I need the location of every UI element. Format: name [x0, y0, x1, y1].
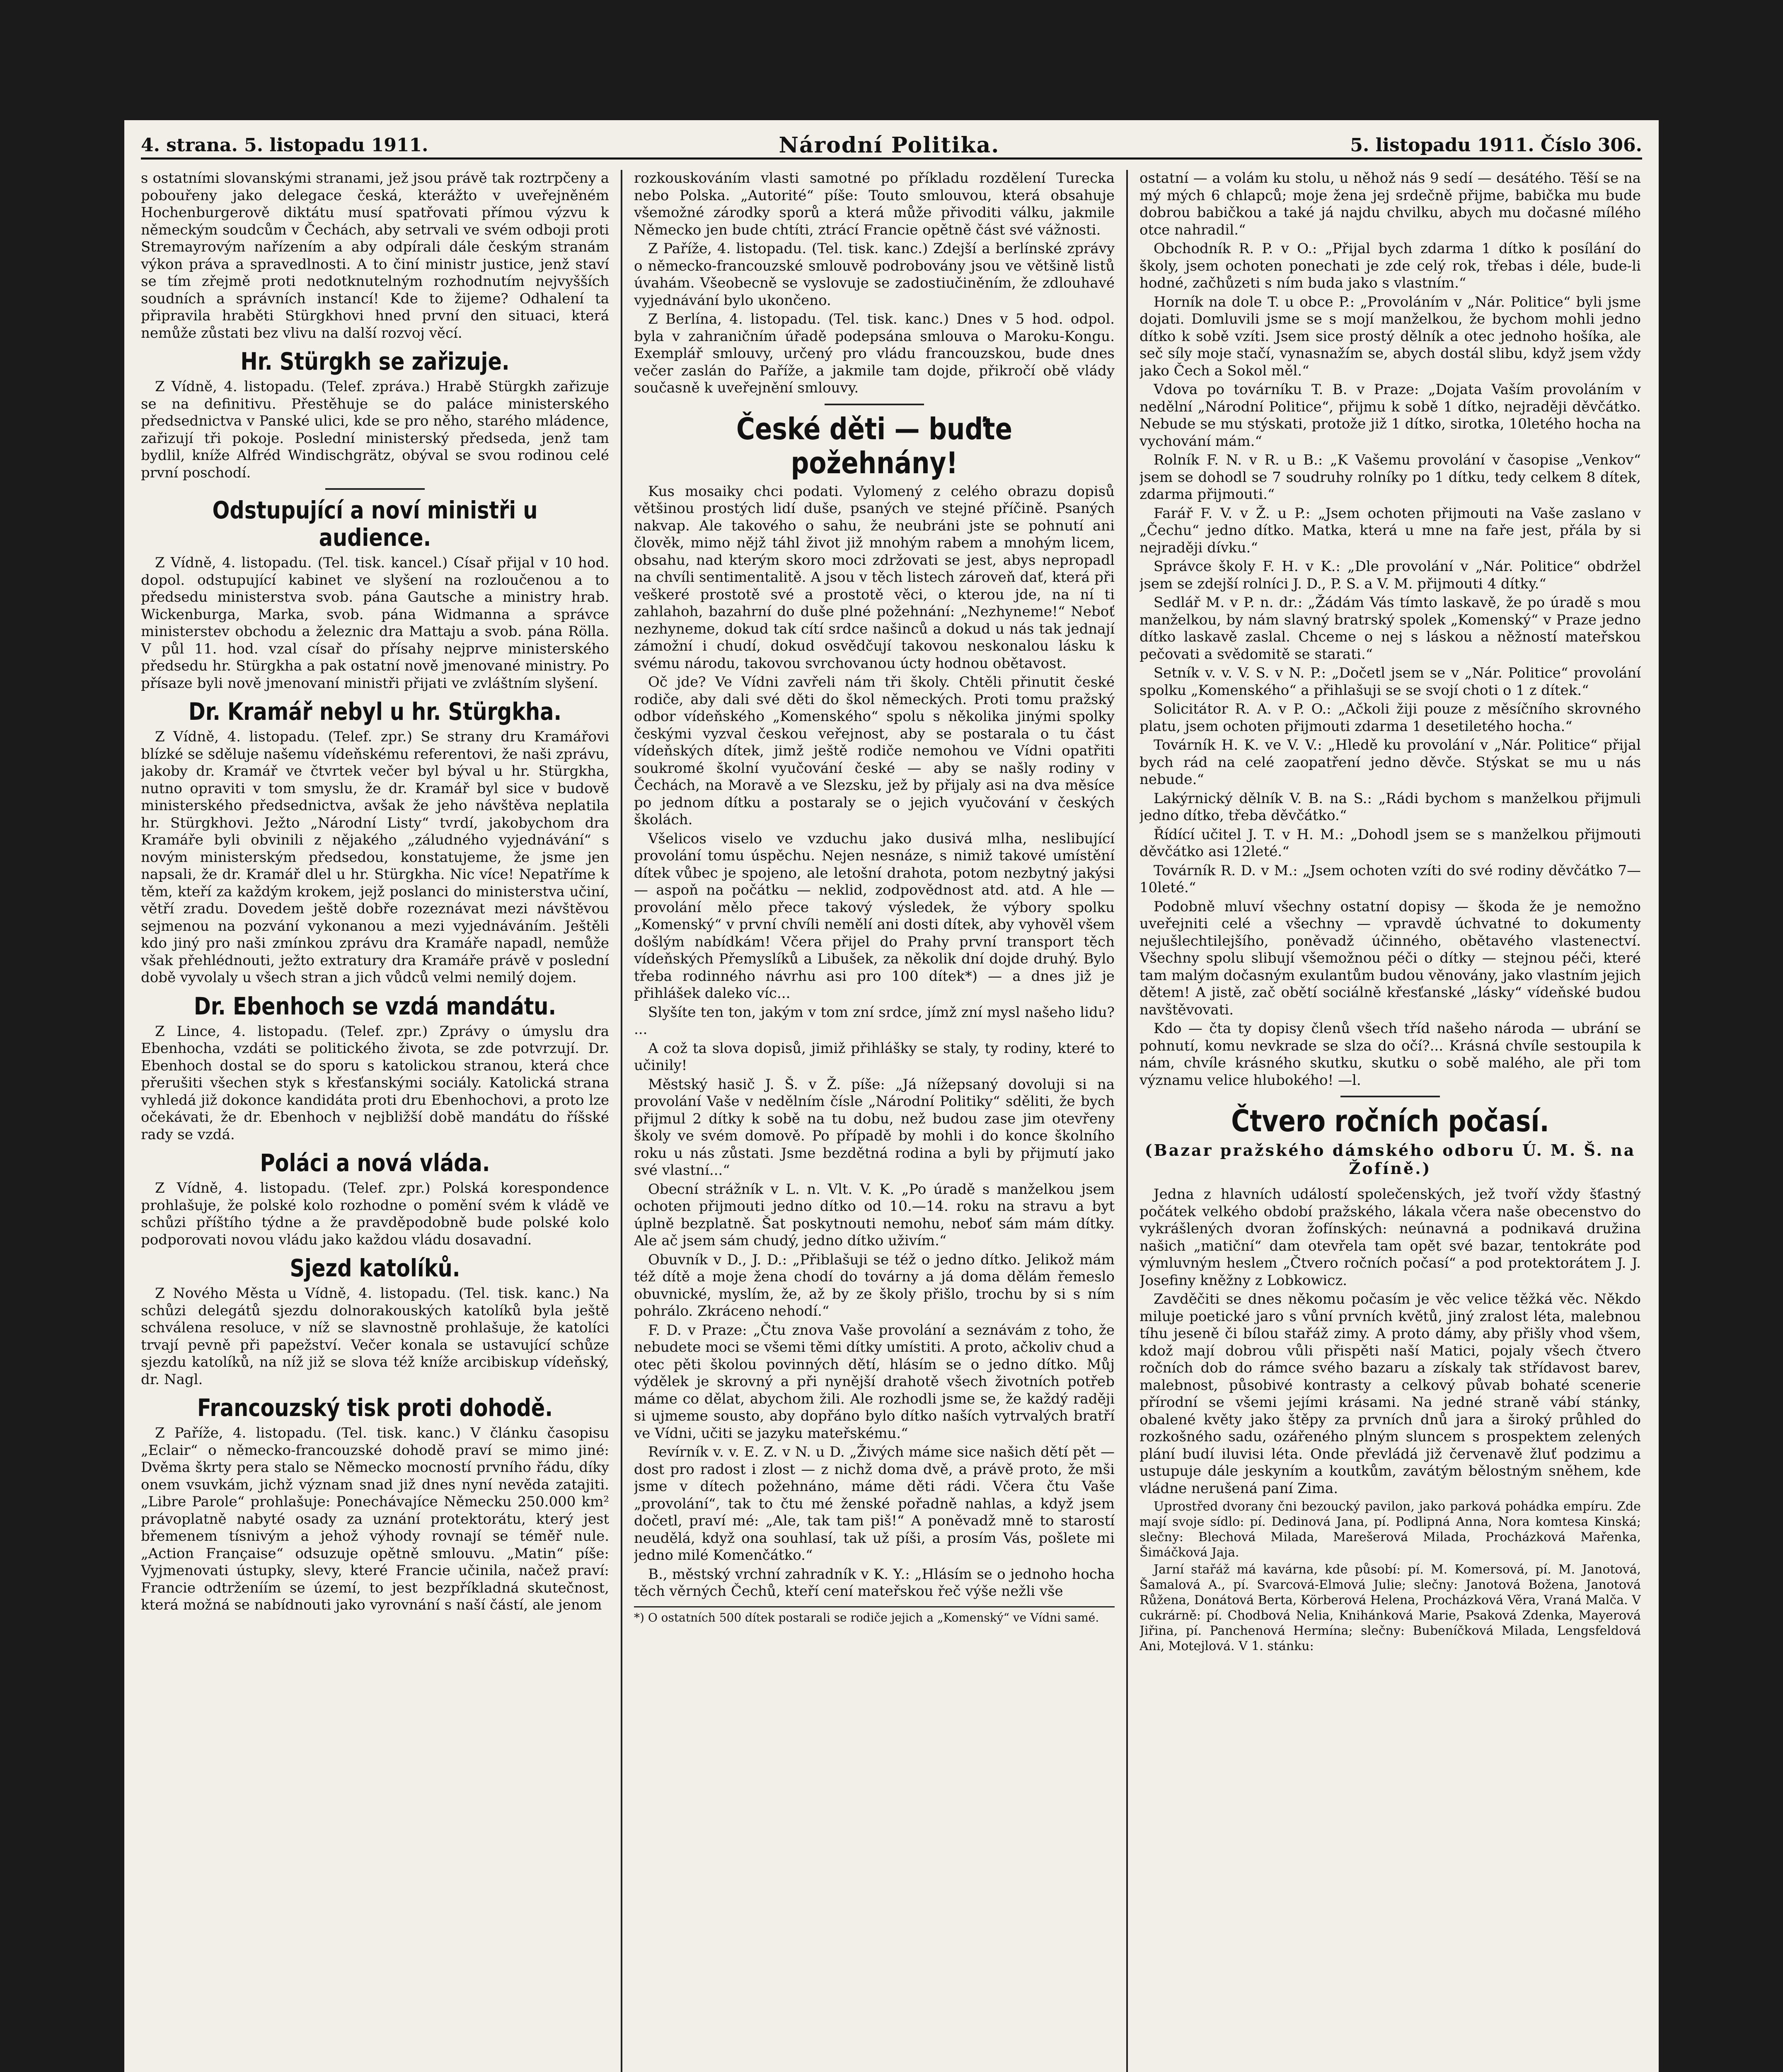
header-right: 5. listopadu 1911. Číslo 306. [1350, 134, 1642, 156]
article-text: s ostatními slovanskými stranami, jež jsou právě tak roztrpčeny a pobouřeny jako delegace česká, kterážto v uveřejněném Hochenburgerově diktátu musí spatřovati přímou výzvu k německým soudcům v Čechách, aby setrvali ve svém odboji proti Stremayrovým nařízením a aby odpírali dále českým stranám výkon práva a spravedlnosti. A to činí ministr justice, jenž staví se tím zřejmě proti nedotknutelným rozhodnutím nejvyšších soudních a správních instancí! Kde to žijeme? Odhalení ta připravila hraběti Stürgkhovi hned první den situaci, která nemůže zůstati bez vlivu na další rozvoj věcí. [141, 170, 609, 341]
article-text: Z Paříže, 4. listopadu. (Tel. tisk. kanc.) Zdejší a berlínské zprávy o německo-francouzské smlouvě podrobovány jsou ve většině listů úvahám. Všeobecně se vyslovuje se zadostiučiněním, že zdlouhavé vyjednávání bylo ukončeno. [634, 240, 1115, 309]
column-2 [634, 170, 1115, 2072]
page-header [141, 133, 1642, 160]
article-text: Zavděčiti se dnes někomu počasím je věc velice těžká věc. Někdo miluje poetické jaro s vůní prvních květů, jiný zralost léta, malebnou tíhu jeseně či bílou stařáž zimy. A proto dámy, aby přišly vhod všem, kdož mají dobrou vůli přispěti naší Matici, pojaly všech čtvero ročních dob do rámce svého bazaru a získaly tak střídavost barev, malebnost, působivé kontrasty a celkový půvab bohaté scenerie přírodní se všemi jejími krásami. Na jedné straně vábí stánky, obalené květy jako štěpy za prvních dnů jara a široký průhled do rozkošného sadu, ozářeného plným sluncem s prospektem zelených plání budí iluvisi léta. Onde převládá již červenavě žluť podzimu a ustupuje dále jeskyním a koutkům, zavátým bělostným sněhem, kde vládne nerušená paní Zima. [1139, 1291, 1641, 1497]
footnote: *) O ostatních 500 dítek postarali se rodiče jejich a „Komenský“ ve Vídni samé. [634, 1606, 1115, 1625]
article-text: Řídící učitel J. T. v H. M.: „Dohodl jsem se s manželkou přijmouti děvčátko asi 12leté.“ [1139, 826, 1641, 860]
article-text: Z Lince, 4. listopadu. (Telef. zpr.) Zprávy o úmyslu dra Ebenhocha, vzdáti se politického života, se zde potvrzují. Dr. Ebenhoch dostal se do sporu s katolickou stranou, která chce přerušiti všechen styk s křesťanskými sociály. Katolická strana vyhledá již dokonce kandidáta proti dru Ebenhochovi, a proto lze očekávati, že dr. Ebenhoch v nejbližší době mandátu do říšské rady se vzdá. [141, 1023, 609, 1143]
article-text: ostatní — a volám ku stolu, u něhož nás 9 sedí — desátého. Těší se na mý mých 6 chlapců; moje žena jej srdečně přijme, babička mu bude dobrou babičkou a také já najdu chvilku, abych mu dočasné mílého otce nahradil.“ [1139, 170, 1641, 238]
newspaper-page [124, 120, 1659, 2072]
masthead-title: Národní Politika. [779, 132, 1000, 158]
article-text: rozkouskováním vlasti samotné po příkladu rozdělení Turecka nebo Polska. „Autorité“ píše: Touto smlouvou, která obsahuje všemožné zárodky sporů a která může přivoditi válku, jakmile Německo jen bude chtíti, ztrácí Francie opětně část své vážnosti. [634, 170, 1115, 238]
article-text: Z Paříže, 4. listopadu. (Tel. tisk. kanc.) V článku časopisu „Eclair“ o německo-francouzské dohodě praví se mimo jiné: Dvěma škrty pera stalo se Německo mocností prvního řádu, díky onem vsuvkám, jichž význam snad již dnes nyní nevěda zatajiti. „Libre Parole“ prohlašuje: Ponechávajíce Německu 250.000 km² právoplatně nabyté osady za uznání protektorátu, který jest břemenem tísnivým a jehož výhody rovnají se téměř nule. „Action Française“ odsuzuje opětně smlouvu. „Matin“ píše: Vyjmenovati ústupky, slevy, které Francie učinila, načež praví: Francie odtrženíím se území, to jest bezpříkladná skutečnost, která možná se nabídnouti jako vyrovnání s naší částí, ale jenom [141, 1425, 609, 1613]
subheadline: (Bazar pražského dámského odboru Ú. M. Š. na Žofíně.) [1144, 1141, 1636, 1178]
headline: České děti — buďte požehnány! [736, 411, 1013, 480]
article-text: Z Vídně, 4. listopadu. (Telef. zpr.) Polská korespondence prohlašuje, že polské kolo rozhodne o pomění svém k vládě ve schůzi příštího týdne a že pravděpodobně bude polské kolo podporovati novou vládu jako každou vládu dosavadní. [141, 1180, 609, 1248]
column-1 [141, 170, 609, 2072]
article-text: Kdo — čta ty dopisy členů všech tříd našeho národa — ubrání se pohnutí, komu nevkrade se slza do očí?... Krásná chvíle sestoupila k nám, chvíle krásného skutku, skutku o sobě malého, ale při tom významu velice hlubokého! —l. [1139, 1020, 1641, 1089]
article-text: Oč jde? Ve Vídni zavřeli nám tři školy. Chtěli přinutit české rodiče, aby dali své děti do škol německých. Proti tomu pražský odbor vídeňského „Komenského“ spolu s několika jinými spolky českými vyzval českou veřejnost, aby se postarala o tu část vídeňských dítek, jimž ještě rodiče nemohou ve Vídni opatřiti soukromé školní vyučování české — aby se našly rodiny v Čechách, na Moravě a ve Slezsku, jež by přijaly asi na dva měsíce po jednom dítku a postaraly se o jejich vyučování v českých školách. [634, 674, 1115, 828]
article-text: Všelicos viselo ve vzduchu jako dusivá mlha, neslibující provolání tomu úspěchu. Nejen nesnáze, s nimiž takové umístění dítek vůbec je spojeno, ale letošní drahota, potom nezbytný jakýsi — aspoň na počátku — neklid, zodpovědnost atd. atd. A hle — provolání mělo přece takový výsledek, že výbory spolku „Komenský“ v první chvíli nemělí ani dosti dítek, aby vyhověl všem došlým nabídkám! Včera přijel do Prahy první transport těch vídeňských Přemyslíků a Libušek, za několik dní dojde druhý. Bylo třeba rodinného návrhu asi pro 100 dítek*) — a dnes již je přihlášek daleko víc... [634, 830, 1115, 1002]
article-text: Solicitátor R. A. v P. O.: „Ačkoli žiji pouze z měsíčního skrovného platu, jsem ochoten přijmouti zdarma 1 desetiletého hocha.“ [1139, 701, 1641, 735]
article-text: Z Vídně, 4. listopadu. (Telef. zpr.) Se strany dru Kramářovi blízké se sděluje našemu vídeňskému referentovi, že naši zprávu, jakoby dr. Kramář ve čtvrtek večer byl býval u hr. Stürgkha, nutno opraviti v tom smyslu, že dr. Kramář byl sice v budově ministerského předsednictva, avšak že jeho návštěva neplatila hr. Stürgkhovi. Ježto „Národní Listy“ tvrdí, jakobychom dra Kramáře byli obvinili z nějakého „záludného vyjednávání“ s novým ministerským předsedou, konstatujeme, že jsme jen napsali, že dr. Kramář dlel u hr. Stürgkha. Nic více! Nepatříme k těm, kteří za každým krokem, jejž poslanci do ministerstva učiní, větří zradu. Dovedem ještě dobře rozeznávat mezi návštěvou sejmenou na pozvání vykonanou a mezi vyjednáváním. Ještěli kdo jiný pro naši zmínkou zprávu dra Kramáře napadl, nemůže však přehlédnouti, ježto extratury dra Kramáře právě v poslední době vyvolaly u všech stran a jich vůdců velmi nemilý dojem. [141, 729, 609, 986]
article-text: Podobně mluví všechny ostatní dopisy — škoda že je nemožno uveřejniti celé a všechny — vpravdě úchvatné to dokumenty nejušlechtilejšího, poněvadž účinného, obětavého vlastenectví. Všechny spolu slibují všemožnou péči o dítky — stejnou péči, které tam malým dočasným exulantům budou věnovány, jako vlastním jejich dětem! A jistě, zač obětí sociálně křesťanské „lásky“ vídeňské budou navštěvovati. [1139, 898, 1641, 1018]
article-text: Obuvník v D., J. D.: „Přiblašuji se též o jedno dítko. Jelikož mám též dítě a moje žena chodí do továrny a já doma dělám řemeslo obuvnické, myslím, že, až by ze školy přišlo, trochu by si s ním pohrálo. Zkráceno nehodí.“ [634, 1251, 1115, 1319]
article-text: Jedna z hlavních událostí společenských, jež tvoří vždy šťastný počátek velkého období pražského, lákala včera naše obecenstvo do vykrášlených dvoran žofínských: neúnavná a podnikavá družina našich „matiční“ dam otevřela tam opět své bazar, tentokráte pod výmluvným heslem „Čtvero ročních počasí“ a pod protektorátem J. J. Josefiny kněžny z Lobkowicz. [1139, 1186, 1641, 1289]
article-text: B., městský vrchní zahradník v K. Y.: „Hlásím se o jednoho hocha těch věrných Čechů, kteří cení mateřskou řeč výše nežli vše [634, 1566, 1115, 1600]
article-text: Rolník F. N. v R. u B.: „K Vašemu provolání v časopise „Venkov“ jsem se dohodl se 7 soudruhy rolníky po 1 dítku, tedy celkem 8 dítek, zdarma přijmouti.“ [1139, 452, 1641, 503]
separator [1340, 1096, 1440, 1097]
headline: Dr. Kramář nebyl u hr. Stürgkha. [188, 697, 562, 726]
article-text: Sedlář M. v P. n. dr.: „Žádám Vás tímto laskavě, že po úradě s mou manželkou, by nám slavný bratrský spolek „Komenský“ v Praze jedno dítko laskavě zaslal. Chceme o nej s láskou a něžností mateřskou pečovati a svědomitě se starati.“ [1139, 594, 1641, 663]
article-text: Vdova po továrníku T. B. v Praze: „Dojata Vaším provoláním v nedělní „Národní Politice“, přijmu k sobě 1 dítko, nejraději děvčátko. Nebude se mu stýskati, protože již 1 dítko, sirotka, 10letého hocha na vychování mám.“ [1139, 381, 1641, 450]
article-text: Správce školy F. H. v K.: „Dle provolání v „Nár. Politice“ obdržel jsem se zdejší rolníci J. D., P. S. a V. M. přijmouti 4 dítky.“ [1139, 558, 1641, 592]
article-text: A což ta slova dopisů, jimiž přihlášky se staly, ty rodiny, které to učinily! [634, 1040, 1115, 1074]
article-text: Obecní strážník v L. n. Vlt. V. K. „Po úradě s manželkou jsem ochoten přijmouti jedno dítko od 10.—14. roku na stravu a byt úplně bezplatně. Šat poskytnouti nemohu, neboť sám mám dítky. Ale ač jsem sám chudý, jedno dítko uživím.“ [634, 1181, 1115, 1249]
column-3 [1139, 170, 1641, 2072]
article-text: Setník v. v. V. S. v N. P.: „Dočetl jsem se v „Nár. Politice“ provolání spolku „Komenského“ a přihlašuji se se svojí choti o 1 z dítek.“ [1139, 665, 1641, 699]
headline: Odstupující a noví ministři u audience. [212, 496, 538, 552]
column-rule [621, 170, 622, 2072]
headline: Poláci a nová vláda. [260, 1149, 490, 1177]
column-rule [1126, 170, 1128, 2072]
article-text: Z Berlína, 4. listopadu. (Tel. tisk. kanc.) Dnes v 5 hod. odpol. byla v zahraničním úřadě podepsána smlouva o Maroku-Kongu. Exemplář smlouvy, určený pro vládu francouzskou, bude dnes večer zaslán do Paříže, a jakmile tam dojde, přikročí obě vlády současně k uveřejnění smlouvy. [634, 311, 1115, 396]
article-text: Revírník v. v. E. Z. v N. u D. „Živých máme sice našich dětí pět — dost pro radost i zlost — z nichž doma dvě, a právě proto, že mši jsme v dítech požehnáno, máme děti rádi. Včera čtu Vaše „provolání“, tak to čtu mé ženské pořadně nahlas, a když jsem dočetl, praví mé: „Ale, tak tam piš!“ A poněvadž mně to starostí neudělá, když ona souhlasí, tak už píši, a prosím Vás, pošlete mi jedno milé Komenčátko.“ [634, 1444, 1115, 1564]
article-text: F. D. v Praze: „Čtu znova Vaše provolání a seznávám z toho, že nebudete moci se všemi těmi dítky umístiti. A proto, ačkoliv chud a otec pěti školou povinných dětí, hlásím se o jedno dítko. Můj výdělek je skrovný a při nynější drahotě všech životních potřeb máme co dělat, abychom žili. Ale rozhodli jsme se, že každý raději si ujmeme sousto, aby dopřáno bylo dítko naších vytrvalých bratří ve Vídni, učiti se jazyku mateřskému.“ [634, 1322, 1115, 1442]
article-text: Z Vídně, 4. listopadu. (Telef. zpráva.) Hrabě Stürgkh zařizuje se na definitivu. Přestěhuje se do paláce ministerského předsednictva v Panské ulici, kde se pro něho, starého mládence, zařizují tři pokoje. Poslední ministerský předseda, jenž tam bydlil, kníže Alfréd Windischgrätz, obýval se svou rodinou celé první poschodí. [141, 378, 609, 481]
article-text: Kus mosaiky chci podati. Vylomený z celého obrazu dopisů většinou prostých lidí duše, psaných ve stejné příčině. Psaných nakvap. Ale takového o sahu, že neubráni jste se pohnutí ani člověk, mimo nějž táhl život již mnohým rabem a mnohým licem, obsahu, nad kterým skoro moci zdržovati se jest, abys nepropadl na chvíli sentimentalitě. A jsou v těch listech zároveň dať, která při veškeré prostotě své a prostotě věci, o kterou jde, na ní ti zahlahoh, bazahrní do duše plné požehnání: „Nezhyneme!“ Neboť nezhyneme, dokud tak cítí srdce našinců a dokud u nás tak jednají zámožní i chudí, dokud osvědčují takovou neskonalou lásku k svému národu, takovou svrchovanou úcty hodnou obětavost. [634, 483, 1115, 672]
article-text: Farář F. V. v Ž. u P.: „Jsem ochoten přijmouti na Vaše zaslano v „Čechu“ jedno dítko. Matka, která u mne na faře jest, přála by si nejraději dívku.“ [1139, 505, 1641, 556]
header-left: 4. strana. 5. listopadu 1911. [141, 134, 428, 156]
article-text: Z Vídně, 4. listopadu. (Tel. tisk. kancel.) Císař přijal v 10 hod. dopol. odstupující kabinet ve slyšení na rozloučenou a to předsedu ministerstva svob. pána Gautsche a ministry hrab. Wickenburga, Marka, svob. pána Widmanna a správce ministerstev obchodu a železnic dra Mattaju a svob. pána Rölla. V půl 11. hod. vzal císař do přísahy nejprve ministerského předsedu hr. Stürgkha a pak ostatní nově jmenované ministry. Po přísaze byli nově jmenovaní ministři přijati ve zvláštním slyšení. [141, 554, 609, 692]
article-text: Městský hasič J. Š. v Ž. píše: „Já nížepsaný dovoluji si na provolání Vaše v nedělním čísle „Národní Politiky“ sděliti, že bych přijmul 2 dítky k sobě na tu dobu, než budou zase jim otevřeny školy ve svém domově. Po případě by mohli i do konce školního roku u nás zůstati. Jsme bezdětná rodina a byli by přijmutí jako své vlastní...“ [634, 1076, 1115, 1179]
article-text: Továrník H. K. ve V. V.: „Hledě ku provolání v „Nár. Politice“ přijal bych rád na celé zaopatření jedno děvče. Stýskat se mu u nás nebude.“ [1139, 737, 1641, 788]
article-text: Horník na dole T. u obce P.: „Provoláním v „Nár. Politice“ byli jsme dojati. Domluvili jsme se s mojí manželkou, že bychom mohli jedno dítko k sobě vzíti. Jsem sice prostý dělník a otec jednoho hošíka, ale seč síly moje stačí, vynasnažím se, abych dostál slibu, když jsem vždy jako Čech a Sokol měl.“ [1139, 293, 1641, 379]
article-text: Továrník R. D. v M.: „Jsem ochoten vzíti do své rodiny děvčátko 7—10leté.“ [1139, 862, 1641, 896]
headline: Čtvero ročních počasí. [1231, 1104, 1549, 1138]
separator [325, 488, 425, 490]
article-text: Jarní stařáž má kavárna, kde působí: pí. M. Komersová, pí. M. Janotová, Šamalová A., pí. Svarcová-Elmová Julie; slečny: Janotová Božena, Janotová Růžena, Donátová Berta, Körberová Helena, Procházková Věra, Vraná Malča. V cukrárně: pí. Chodbová Nelia, Knihánková Marie, Psaková Zdenka, Mayerová Jiřina, pí. Panchenová Hermína; slečny: Bubeníčková Milada, Lengsfeldová Ani, Motejlová. V 1. stánku: [1139, 1562, 1641, 1653]
headline: Francouzský tisk proti dohodě. [197, 1394, 553, 1422]
article-text: Lakýrnický dělník V. B. na S.: „Rádi bychom s manželkou přijmuli jedno dítko, třeba děvčátko.“ [1139, 790, 1641, 824]
headline: Sjezd katolíků. [290, 1254, 460, 1282]
separator [825, 404, 924, 405]
article-text: Z Nového Města u Vídně, 4. listopadu. (Tel. tisk. kanc.) Na schůzi delegátů sjezdu dolnorakouských katolíků byla ještě schválena resoluce, v níž se slavnostně prohlašuje, že katolíci trvají pevně při papežství. Večer konala se ustavující schůze sjezdu katolíků, na níž již se slova též kníže arcibiskup vídeňský, dr. Nagl. [141, 1285, 609, 1388]
article-text: Uprostřed dvorany čni bezoucký pavilon, jako parková pohádka empíru. Zde mají svoje sídlo: pí. Dedinová Jana, pí. Podlipná Anna, Nora komtesa Kinská; slečny: Blechová Milada, Marešerová Milada, Procházková Mařenka, Šimáčková Jaja. [1139, 1499, 1641, 1560]
headline: Hr. Stürgkh se zařizuje. [240, 347, 510, 375]
headline: Dr. Ebenhoch se vzdá mandátu. [194, 992, 556, 1020]
article-text: Slyšíte ten ton, jakým v tom zní srdce, jímž zní mysl našeho lidu? ... [634, 1004, 1115, 1038]
article-text: Obchodník R. P. v O.: „Přijal bych zdarma 1 dítko k posílání do školy, jsem ochoten ponechati je zde celý rok, třebas i déle, bude-li hodné, začhůzeti s ním buda jako s vlastním.“ [1139, 240, 1641, 291]
